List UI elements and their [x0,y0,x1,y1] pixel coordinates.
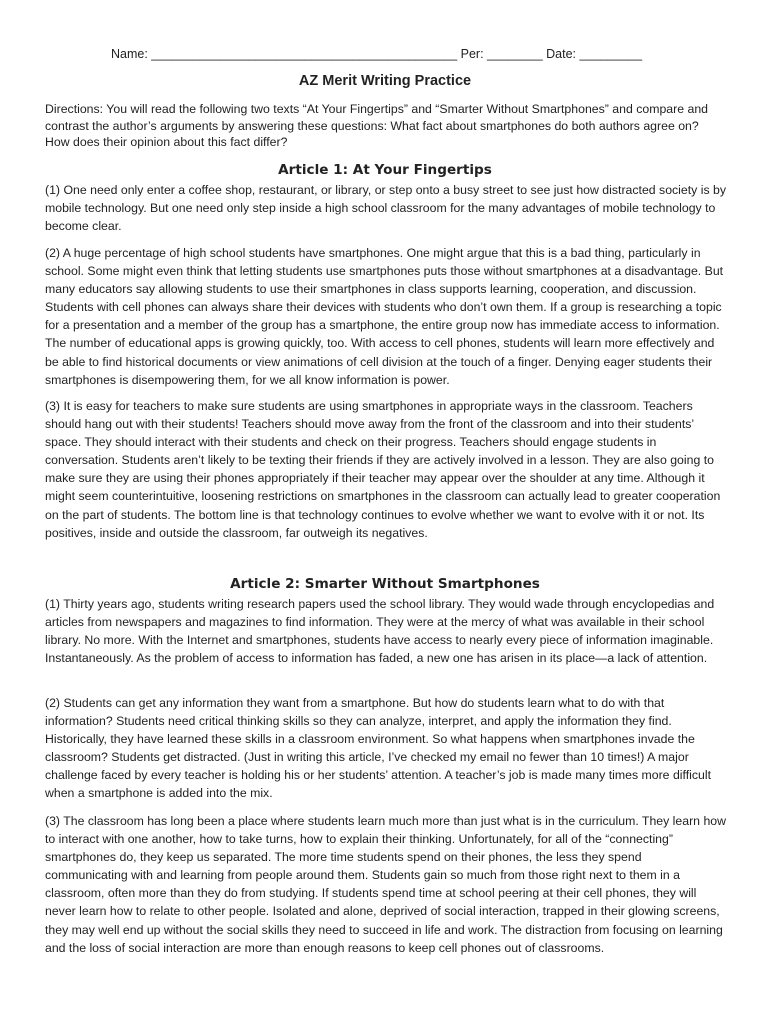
article-2-paragraph-1: (1) Thirty years ago, students writing research papers used the school library. They would wade through encyclopedias and articles from newspapers and magazines to find information. They were at the mercy of what was available in their school library. No more. With the Internet and smartphones, students have access to nearly every piece of information imaginable. Instantaneously. As the problem of access to information has faded, a new one has arisen in its place—a lack of attention. [45,597,715,666]
article-2-paragraph-2: (2) Students can get any information they want from a smartphone. But how do students learn what to do with that information? Students need critical thinking skills so they can analyze, interpret, and apply the information they find. Historically, they have learned these skills in a classroom environment. So what happens when smartphones invade the classroom? Students get distracted. (Just in writing this article, I’ve checked my email no fewer than 10 times!) A major challenge faced by every teacher is holding his or her students’ attention. A teacher’s job is made many times more difficult when a smartphone is added into the mix. [45,696,711,801]
directions-text: Directions: You will read the following two texts “At Your Fingertips” and “Smarter Without Smartphones” and compare and contrast the author’s arguments by answering these questions: What fact about smartphones do both authors agree on? How does their opinion about this fact differ? [45,102,708,149]
article-1-title: Article 1: At Your Fingertips [278,162,492,178]
article-1-paragraph-3: (3) It is easy for teachers to make sure students are using smartphones in appropriate ways in the classroom. Teachers should hang out with their students! Teachers should move away from the front of the classroom and into their students’ space. They should interact with their students and check on their progress. Teachers should engage students in conversation. Students aren’t likely to be texting their friends if they are actively involved in a lesson. They are also going to make sure they are using their phones appropriately if their teacher may appear over the shoulder at any time. Although it might seem counterintuitive, loosening restrictions on smartphones in the classroom can actually lead to greater cooperation on the part of students. The bottom line is that technology continues to evolve whether we want to evolve with it or not. Its positives, inside and outside the classroom, far outweigh its negatives. [45,399,721,540]
article-2-paragraph-3: (3) The classroom has long been a place where students learn much more than just what is in the curriculum. They learn how to interact with one another, how to take turns, how to explain their thinking. Unfortunately, for all of the “connecting” smartphones do, they keep us separated. The more time students spend on their phones, the less they spend communicating with and learning from people around them. Students gain so much from those right next to them in a classroom, often more than they do from studying. If students spend time at school peering at their cell phones, they will never learn how to relate to other people. Isolated and alone, deprived of social interaction, trapped in their glowing screens, they may well end up without the social skills they need to succeed in life and work. The distraction from focusing on learning and the loss of social interaction are more than enough reasons to keep cell phones out of classrooms. [45,814,727,955]
article-1-paragraph-2: (2) A huge percentage of high school students have smartphones. One might argue that this is a bad thing, particularly in school. Some might even think that letting students use smartphones puts those without smartphones at a disadvantage. But many educators say allowing students to use their smartphones in class supports learning, cooperation, and discussion. Students with cell phones can always share their devices with students who don’t own them. If a group is researching a topic for a presentation and a member of the group has a smartphone, the entire group now has immediate access to information. The number of educational apps is growing quickly, too. With access to cell phones, students will learn more effectively and be able to find historical documents or view animations of cell division at the touch of a finger. Denying eager students their smartphones is disempowering them, for we all know information is power. [45,246,724,387]
article-1-paragraph-1: (1) One need only enter a coffee shop, restaurant, or library, or step onto a busy street to see just how distracted society is by mobile technology. But one need only step inside a high school classroom for the many advantages of mobile technology to become clear. [45,183,727,234]
name-period-date-line: Name: ____________________________________________ Per: ________ Date: _________ [111,47,643,61]
page-title: AZ Merit Writing Practice [298,73,472,89]
article-2-title: Article 2: Smarter Without Smartphones [230,576,540,592]
